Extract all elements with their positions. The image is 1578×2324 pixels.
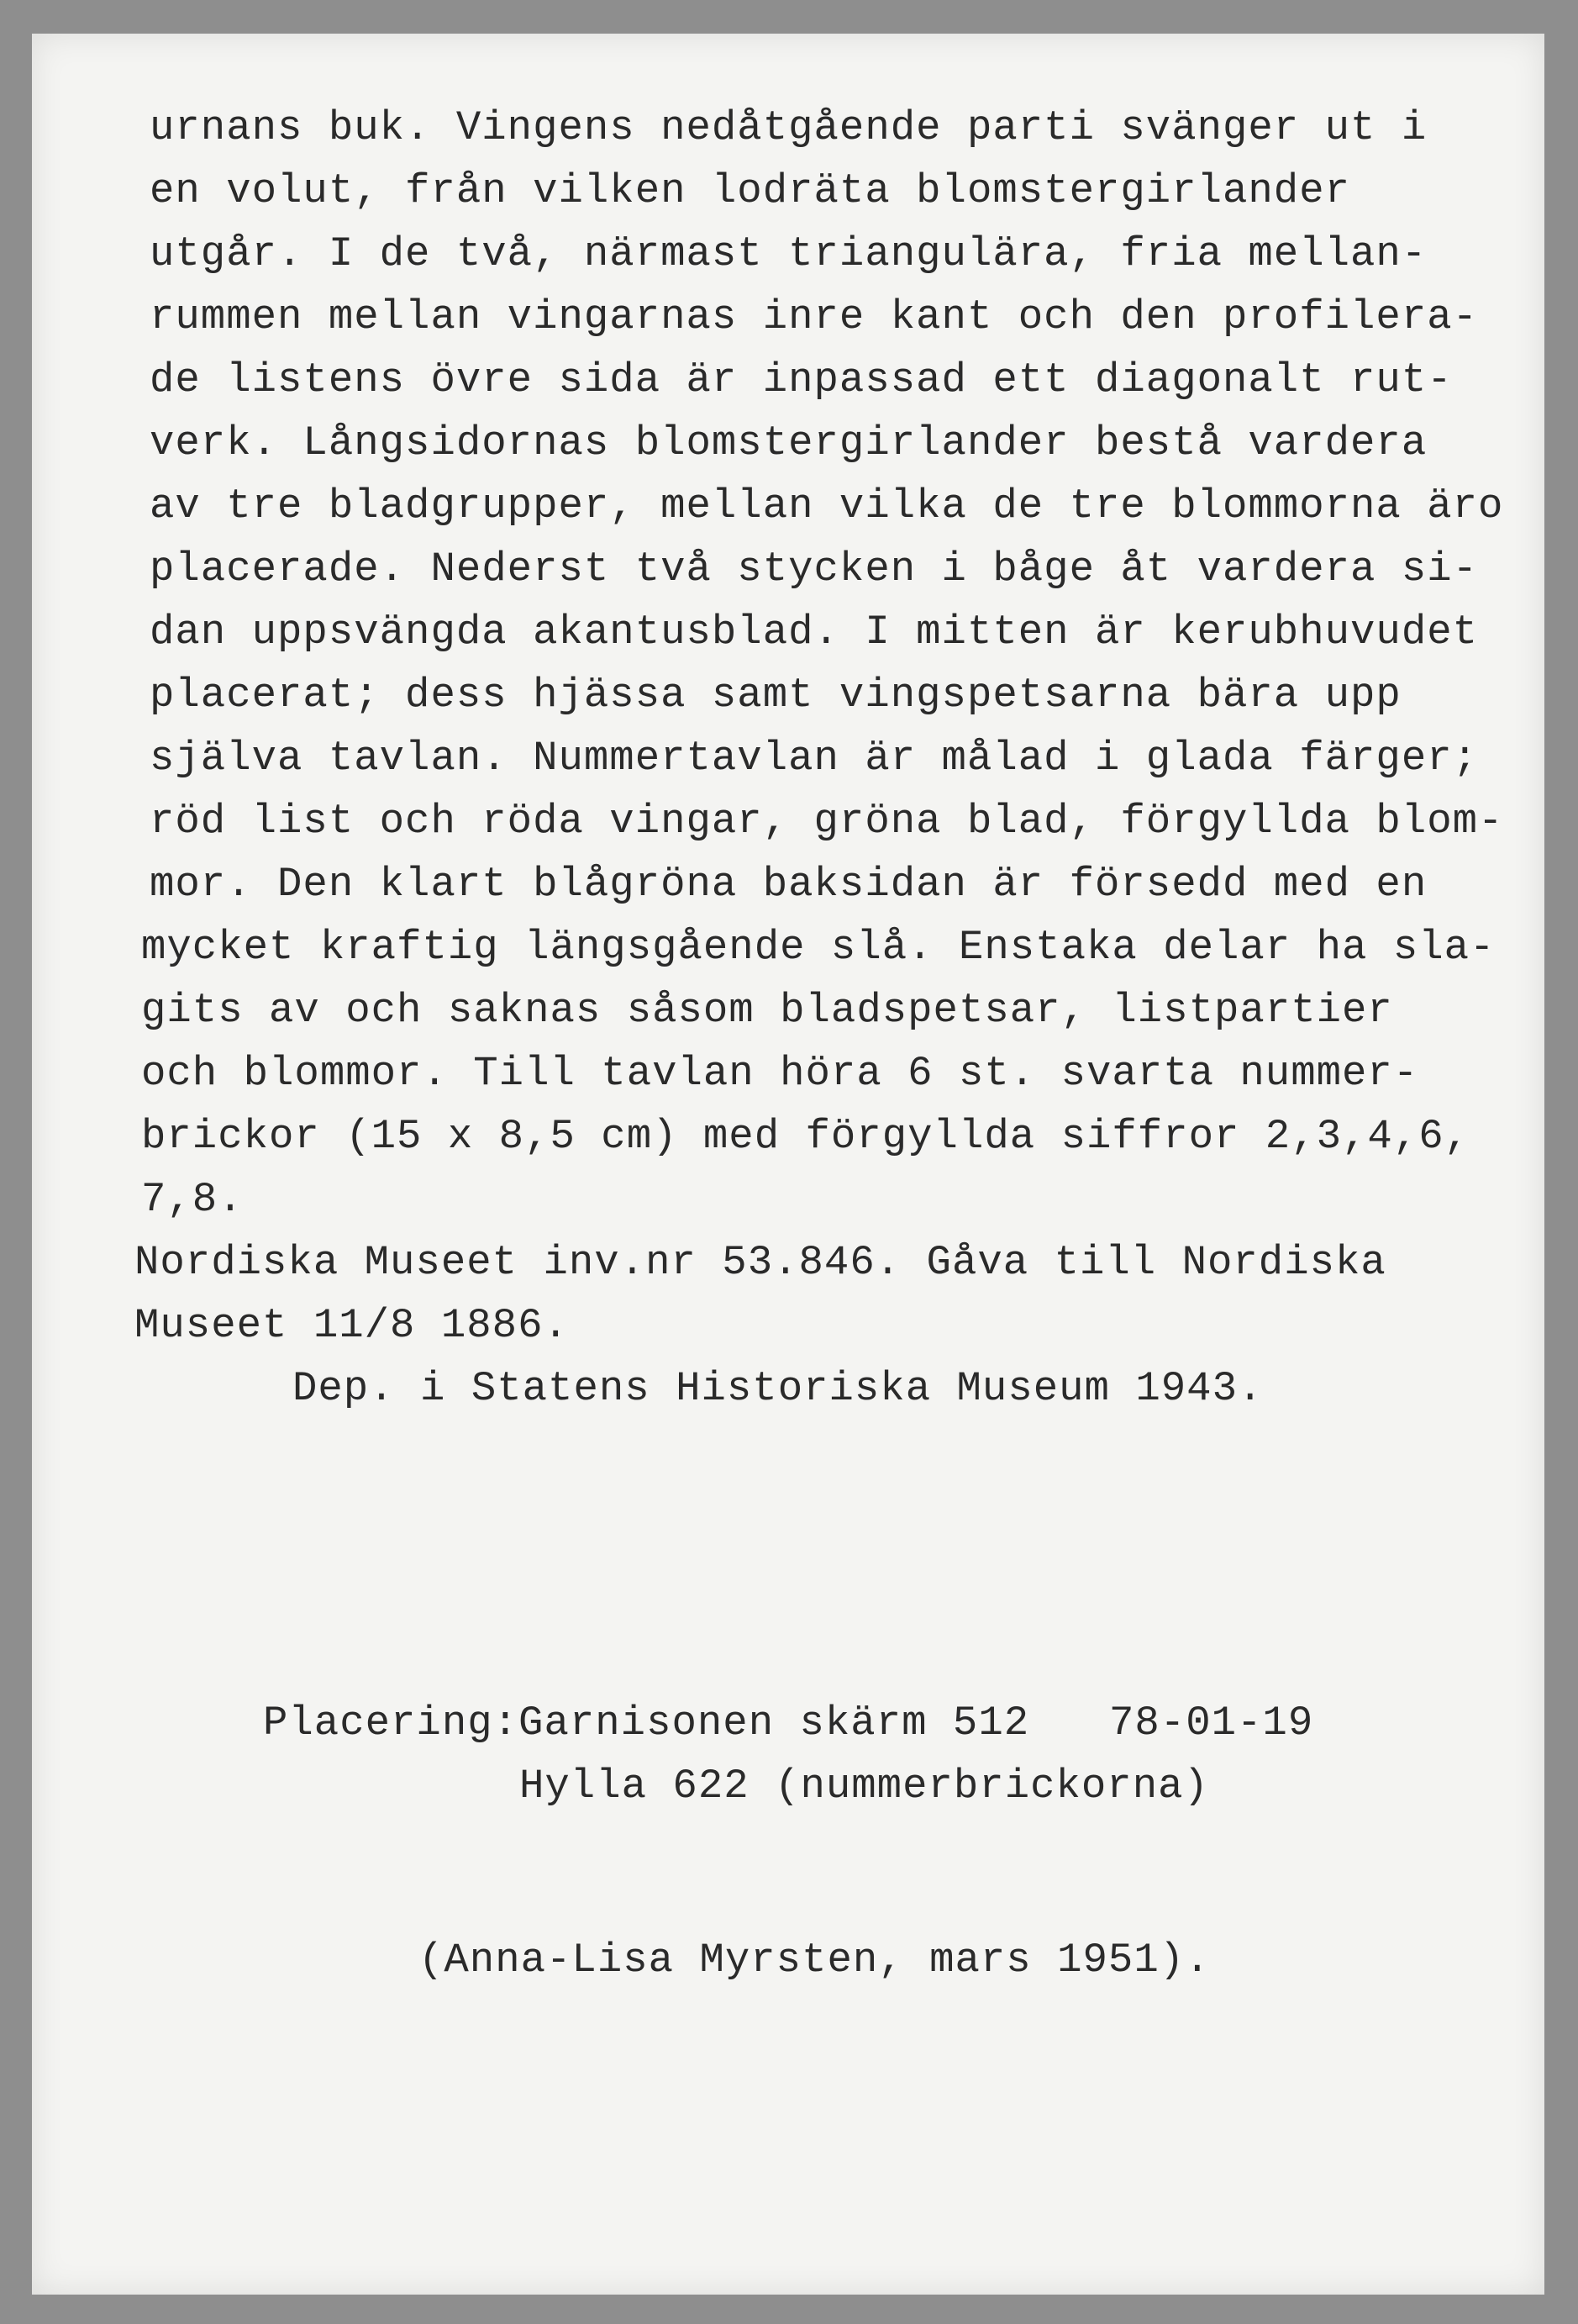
body-text-line: rummen mellan vingarnas inre kant och den profilera- — [150, 293, 1479, 340]
body-text-line: placerat; dess hjässa samt vingspetsarna bära upp — [150, 672, 1402, 719]
inventory-line: Nordiska Museet inv.nr 53.846. Gåva till Nordiska — [134, 1239, 1386, 1286]
body-text-line: röd list och röda vingar, gröna blad, förgyllda blom- — [150, 798, 1504, 845]
body-text-line: av tre bladgrupper, mellan vilka de tre blommorna äro — [150, 482, 1504, 530]
body-text-line: 7,8. — [141, 1176, 244, 1223]
body-text-line: utgår. I de två, närmast triangulära, fria mellan- — [150, 230, 1428, 277]
placement-label: Placering:Garnisonen skärm 512 — [263, 1700, 1030, 1747]
body-text-line: en volut, från vilken lodräta blomstergirlander — [150, 167, 1351, 214]
body-text-line: de listens övre sida är inpassad ett diagonalt rut- — [150, 356, 1453, 403]
body-text-line: mor. Den klart blågröna baksidan är försedd med en — [150, 861, 1428, 908]
deposit-line: Dep. i Statens Historiska Museum 1943. — [292, 1365, 1264, 1412]
shelf-line: Hylla 622 (nummerbrickorna) — [519, 1763, 1209, 1810]
inventory-line: Museet 11/8 1886. — [134, 1302, 569, 1349]
body-text-line: själva tavlan. Nummertavlan är målad i glada färger; — [150, 735, 1479, 782]
index-card — [32, 34, 1544, 2295]
body-text-line: gits av och saknas såsom bladspetsar, listpartier — [141, 987, 1393, 1034]
body-text-line: placerade. Nederst två stycken i båge åt vardera si- — [150, 545, 1479, 593]
body-text-line: urnans buk. Vingens nedåtgående parti svänger ut i — [150, 104, 1428, 151]
body-text-line: dan uppsvängda akantusblad. I mitten är kerubhuvudet — [150, 609, 1479, 656]
body-text-line: brickor (15 x 8,5 cm) med förgyllda siffror 2,3,4,6, — [141, 1113, 1470, 1160]
body-text-line: mycket kraftig längsgående slå. Enstaka delar ha sla- — [141, 924, 1496, 971]
body-text-line: verk. Långsidornas blomstergirlander bestå vardera — [150, 419, 1428, 466]
signature-line: (Anna-Lisa Myrsten, mars 1951). — [418, 1937, 1211, 1984]
body-text-line: och blommor. Till tavlan höra 6 st. svarta nummer- — [141, 1050, 1419, 1097]
placement-date: 78-01-19 — [1109, 1700, 1314, 1747]
